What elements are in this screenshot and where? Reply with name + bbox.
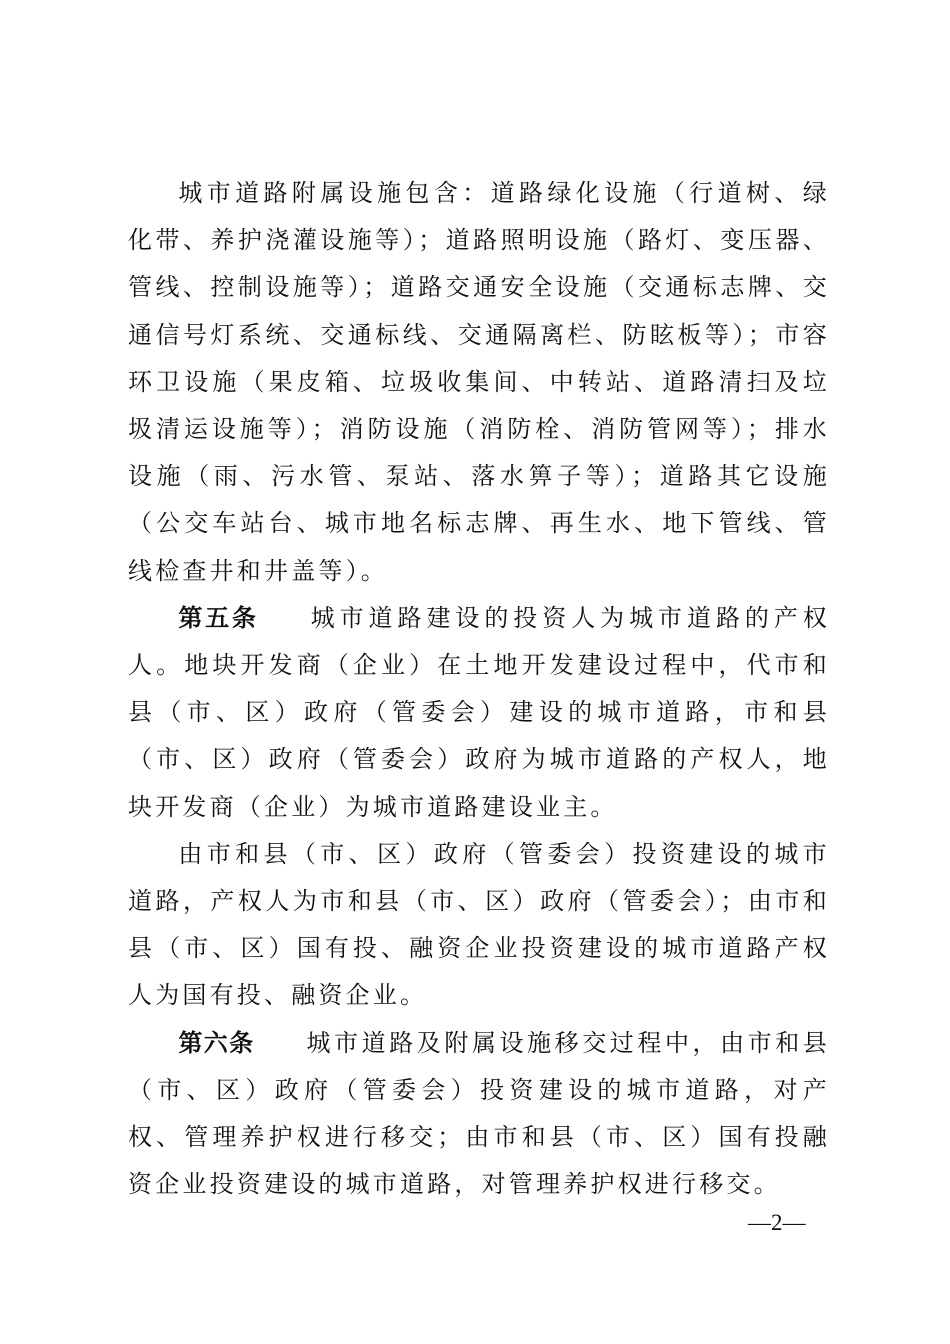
article-6-label: 第六条 bbox=[178, 1028, 255, 1057]
paragraph-text: 由市和县（市、区）政府（管委会）投资建设的城市道路，产权人为市和县（市、区）政府（管委会）；由市和县（市、区）国有投、融资企业投资建设的城市道路产权人为国有投、融资企业。 bbox=[128, 839, 830, 1010]
paragraph-affiliated-facilities bbox=[128, 170, 830, 595]
paragraph-property-owner bbox=[128, 831, 830, 1020]
article-5-label: 第五条 bbox=[178, 603, 259, 632]
page-number: —2— bbox=[748, 1210, 806, 1235]
paragraph-article-5 bbox=[128, 595, 830, 831]
paragraph-text: 城市道路及附属设施移交过程中，由市和县（市、区）政府（管委会）投资建设的城市道路，对产权、管理养护权进行移交；由市和县（市、区）国有投融资企业投资建设的城市道路，对管理养护权进行移交。 bbox=[128, 1028, 830, 1199]
paragraph-article-6 bbox=[128, 1020, 830, 1209]
paragraph-text: 城市道路附属设施包含：道路绿化设施（行道树、绿化带、养护浇灌设施等）；道路照明设施（路灯、变压器、管线、控制设施等）；道路交通安全设施（交通标志牌、交通信号灯系统、交通标线、交通隔离栏、防眩板等）；市容环卫设施（果皮箱、垃圾收集间、中转站、道路清扫及垃圾清运设施等）；消防设施（消防栓、消防管网等）；排水设施（雨、污水管、泵站、落水箅子等）；道路其它设施（公交车站台、城市地名标志牌、再生水、地下管线、管线检查井和井盖等）。 bbox=[128, 179, 830, 585]
document-body bbox=[128, 170, 830, 1208]
paragraph-text: 城市道路建设的投资人为城市道路的产权人。地块开发商（企业）在土地开发建设过程中，代市和县（市、区）政府（管委会）建设的城市道路，市和县（市、区）政府（管委会）政府为城市道路的产权人，地块开发商（企业）为城市道路建设业主。 bbox=[128, 603, 830, 821]
